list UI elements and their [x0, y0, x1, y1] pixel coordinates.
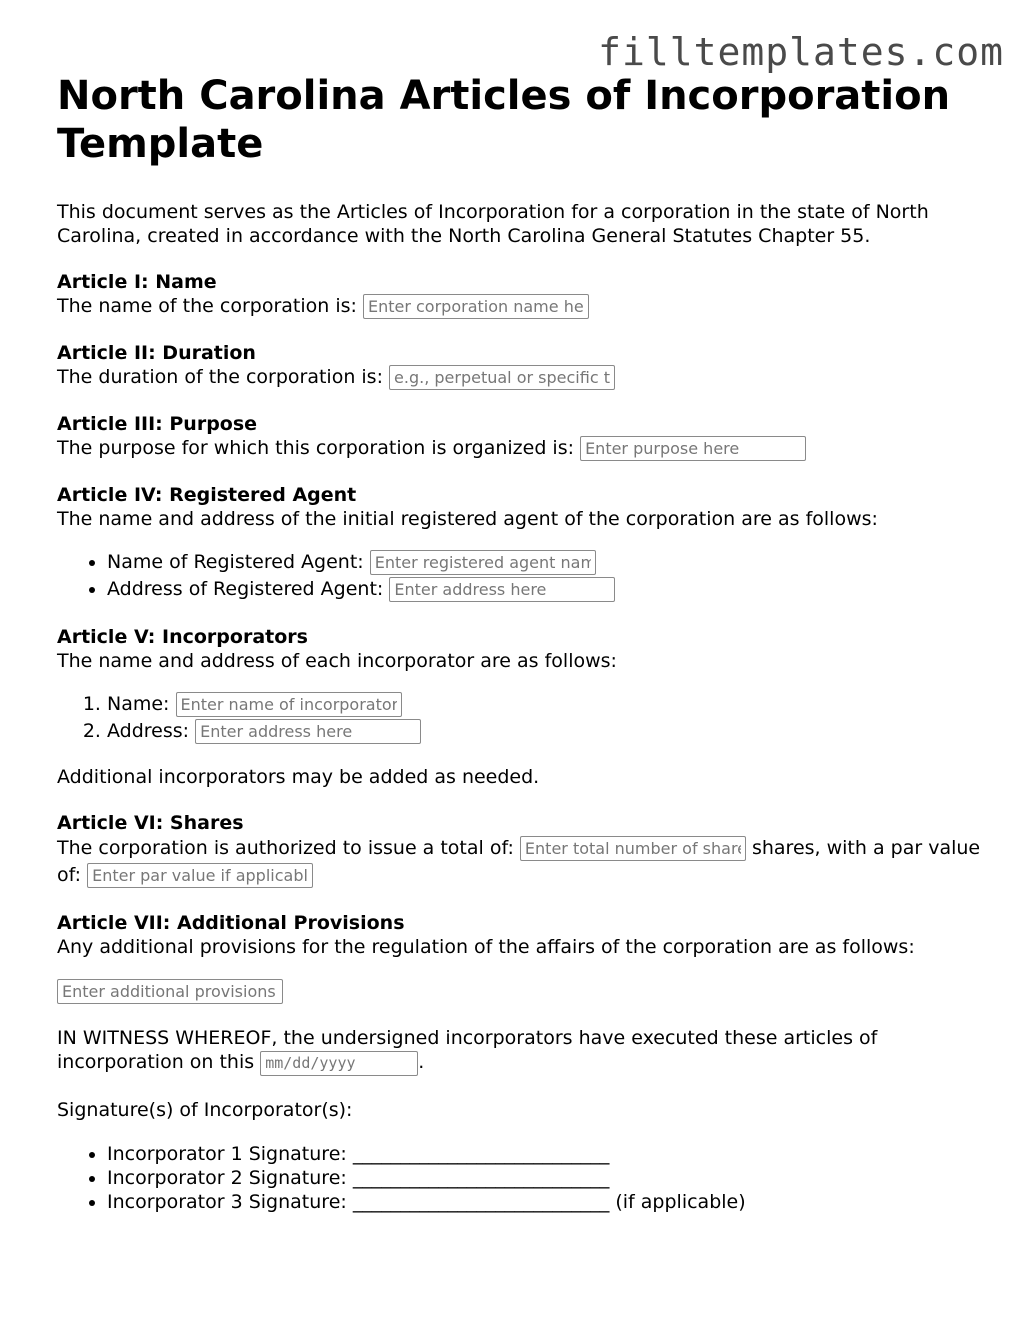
intro-paragraph: This document serves as the Articles of Incorporation for a corporation in the state of North Carolina, created in accordance with the North Carolina General Statutes Chapter 55.	[57, 201, 929, 247]
article-purpose-title: Article III: Purpose	[57, 413, 258, 435]
article-name-title: Article I: Name	[57, 271, 217, 293]
article-name-line	[57, 294, 987, 319]
duration-input[interactable]	[389, 365, 615, 390]
incorporator-name-input[interactable]	[176, 692, 402, 717]
article-shares	[57, 811, 987, 889]
registered-agent-name-label: Name of Registered Agent:	[107, 551, 364, 573]
article-duration-line	[57, 365, 987, 390]
signature-list	[57, 1142, 987, 1214]
incorporator-list	[57, 691, 987, 745]
registered-agent-list	[57, 549, 987, 603]
purpose-input[interactable]	[580, 436, 806, 461]
article-duration-title: Article II: Duration	[57, 342, 256, 364]
document-body	[57, 72, 987, 1214]
watermark: filltemplates.com	[598, 30, 1004, 74]
signatures-heading: Signature(s) of Incorporator(s):	[57, 1098, 353, 1121]
article-additional-provisions-text: Any additional provisions for the regulation of the affairs of the corporation are as follows:	[57, 936, 915, 958]
article-registered-agent-title: Article IV: Registered Agent	[57, 484, 357, 506]
article-purpose-text: The purpose for which this corporation is organized is:	[57, 437, 575, 459]
article-additional-provisions	[57, 911, 987, 1004]
incorporators-note: Additional incorporators may be added as needed.	[57, 766, 540, 788]
shares-text-middle: shares, with a par value of:	[57, 837, 981, 886]
registered-agent-name-input[interactable]	[370, 550, 596, 575]
incorporator-address-label: Address:	[107, 720, 190, 742]
shares-text-before: The corporation is authorized to issue a total of:	[57, 837, 514, 859]
article-purpose	[57, 412, 987, 461]
witness-paragraph	[57, 1026, 987, 1076]
page-title: North Carolina Articles of Incorporation Template	[57, 73, 951, 167]
article-duration	[57, 341, 987, 390]
witness-text: IN WITNESS WHEREOF, the undersigned incorporators have executed these articles of incorporation on this	[57, 1027, 878, 1073]
list-item	[107, 549, 987, 576]
list-item: • Incorporator 3 Signature: ___________________________ (if applicable)	[107, 1190, 987, 1214]
registered-agent-address-input[interactable]	[389, 577, 615, 602]
article-name-text: The name of the corporation is:	[57, 295, 357, 317]
article-additional-provisions-title: Article VII: Additional Provisions	[57, 912, 405, 934]
list-item: • Incorporator 2 Signature: ___________________________	[107, 1166, 987, 1190]
article-shares-line	[57, 835, 987, 889]
registered-agent-address-label: Address of Registered Agent:	[107, 578, 384, 600]
list-item	[107, 576, 987, 603]
article-shares-title: Article VI: Shares	[57, 812, 244, 834]
list-item	[107, 718, 987, 745]
list-item	[107, 691, 987, 718]
article-registered-agent	[57, 483, 987, 603]
par-value-input[interactable]	[87, 863, 313, 888]
article-incorporators-text: The name and address of each incorporator are as follows:	[57, 650, 617, 672]
additional-provisions-input[interactable]	[57, 979, 283, 1004]
article-purpose-line	[57, 436, 987, 461]
total-shares-input[interactable]	[520, 836, 746, 861]
corporation-name-input[interactable]	[363, 294, 589, 319]
additional-provisions-wrapper	[57, 979, 987, 1004]
list-item: • Incorporator 1 Signature: ___________________________	[107, 1142, 987, 1166]
article-name	[57, 270, 987, 319]
incorporator-address-input[interactable]	[195, 719, 421, 744]
witness-period: .	[418, 1051, 425, 1073]
execution-date-input[interactable]	[260, 1051, 418, 1076]
article-registered-agent-text: The name and address of the initial registered agent of the corporation are as follows:	[57, 508, 878, 530]
article-incorporators	[57, 625, 987, 789]
article-incorporators-title: Article V: Incorporators	[57, 626, 308, 648]
incorporator-name-label: Name:	[107, 693, 170, 715]
article-duration-text: The duration of the corporation is:	[57, 366, 383, 388]
